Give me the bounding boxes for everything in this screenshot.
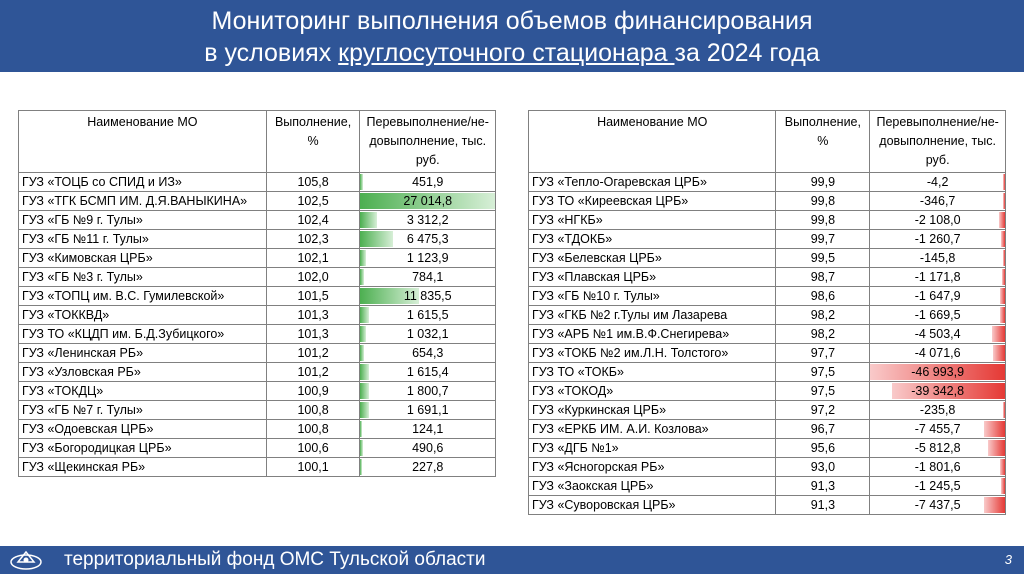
- mo-name-cell: ГУЗ «ТОЦБ со СПИД и ИЗ»: [19, 173, 267, 192]
- overfulfillment-bar: [360, 212, 376, 228]
- underfulfillment-bar: [1002, 269, 1005, 285]
- pct-cell: 100,1: [266, 458, 360, 477]
- pct-cell: 99,9: [776, 173, 870, 192]
- col-header-amount: Перевыполнение/не-довыполнение, тыс. руб.: [870, 111, 1006, 173]
- table-row: [529, 287, 1006, 306]
- amount-cell: [870, 458, 1006, 477]
- amount-value: -145,8: [919, 251, 956, 265]
- table-row: [529, 306, 1006, 325]
- col-header-pct: Выполнение, %: [776, 111, 870, 173]
- amount-cell: [870, 344, 1006, 363]
- underfulfillment-bar: [988, 440, 1005, 456]
- amount-value: 27 014,8: [403, 194, 453, 208]
- table-row: [19, 439, 496, 458]
- amount-cell: [360, 344, 496, 363]
- right-financing-table: [528, 110, 1006, 515]
- amount-cell: [870, 249, 1006, 268]
- pct-cell: 98,6: [776, 287, 870, 306]
- overfulfillment-bar: [360, 307, 368, 323]
- amount-cell: [360, 306, 496, 325]
- overfulfillment-bar: [360, 402, 368, 418]
- table-row: [19, 192, 496, 211]
- amount-value: 1 615,4: [406, 365, 449, 379]
- table-row: [529, 458, 1006, 477]
- underfulfillment-bar: [1000, 307, 1005, 323]
- mo-name-cell: ГУЗ «Богородицкая ЦРБ»: [19, 439, 267, 458]
- pct-cell: 101,3: [266, 306, 360, 325]
- amount-cell: [360, 439, 496, 458]
- mo-name-cell: ГУЗ «Узловская РБ»: [19, 363, 267, 382]
- overfulfillment-bar: [360, 364, 368, 380]
- mo-name-cell: ГУЗ «ГКБ №2 г.Тулы им Лазарева: [529, 306, 776, 325]
- amount-value: -2 108,0: [914, 213, 961, 227]
- table-row: [529, 420, 1006, 439]
- col-header-name: Наименование МО: [19, 111, 267, 173]
- mo-name-cell: ГУЗ ТО «КЦДП им. Б.Д.Зубицкого»: [19, 325, 267, 344]
- table-row: [529, 477, 1006, 496]
- mo-name-cell: ГУЗ «Ленинская РБ»: [19, 344, 267, 363]
- table-row: [19, 325, 496, 344]
- amount-cell: [360, 325, 496, 344]
- mo-name-cell: ГУЗ ТО «Киреевская ЦРБ»: [529, 192, 776, 211]
- mo-name-cell: ГУЗ «Заокская ЦРБ»: [529, 477, 776, 496]
- underfulfillment-bar: [1000, 288, 1005, 304]
- underfulfillment-bar: [1001, 478, 1005, 494]
- amount-value: -4 071,6: [914, 346, 961, 360]
- pct-cell: 102,5: [266, 192, 360, 211]
- pct-cell: 97,2: [776, 401, 870, 420]
- pct-cell: 102,3: [266, 230, 360, 249]
- pct-cell: 98,2: [776, 325, 870, 344]
- pct-cell: 97,5: [776, 363, 870, 382]
- mo-name-cell: ГУЗ «Белевская ЦРБ»: [529, 249, 776, 268]
- mo-name-cell: ГУЗ «ТГК БСМП ИМ. Д.Я.ВАНЫКИНА»: [19, 192, 267, 211]
- pct-cell: 99,8: [776, 211, 870, 230]
- amount-cell: [360, 230, 496, 249]
- underfulfillment-bar: [1003, 402, 1005, 418]
- amount-value: 227,8: [412, 460, 444, 474]
- table-row: [529, 230, 1006, 249]
- table-row: [529, 268, 1006, 287]
- amount-cell: [870, 211, 1006, 230]
- amount-value: 1 691,1: [406, 403, 449, 417]
- title-text-end: за 2024 года: [674, 39, 820, 67]
- mo-name-cell: ГУЗ «ТДОКБ»: [529, 230, 776, 249]
- overfulfillment-bar: [360, 231, 392, 247]
- mo-name-cell: ГУЗ «ТОКБ №2 им.Л.Н. Толстого»: [529, 344, 776, 363]
- amount-cell: [870, 173, 1006, 192]
- pct-cell: 91,3: [776, 477, 870, 496]
- amount-value: -7 455,7: [914, 422, 961, 436]
- amount-cell: [870, 477, 1006, 496]
- amount-value: 1 800,7: [406, 384, 449, 398]
- left-financing-table: [18, 110, 496, 477]
- mo-name-cell: ГУЗ ТО «ТОКБ»: [529, 363, 776, 382]
- amount-value: -1 669,5: [914, 308, 961, 322]
- amount-cell: [870, 268, 1006, 287]
- amount-value: 490,6: [412, 441, 444, 455]
- mo-name-cell: ГУЗ «АРБ №1 им.В.Ф.Снегирева»: [529, 325, 776, 344]
- pct-cell: 98,7: [776, 268, 870, 287]
- overfulfillment-bar: [360, 326, 365, 342]
- mo-name-cell: ГУЗ «ГБ №9 г. Тулы»: [19, 211, 267, 230]
- mo-name-cell: ГУЗ «ТОККВД»: [19, 306, 267, 325]
- table-row: [19, 458, 496, 477]
- amount-cell: [360, 458, 496, 477]
- mo-name-cell: ГУЗ «ГБ №7 г. Тулы»: [19, 401, 267, 420]
- mo-name-cell: ГУЗ «ГБ №3 г. Тулы»: [19, 268, 267, 287]
- pct-cell: 101,5: [266, 287, 360, 306]
- table-row: [529, 401, 1006, 420]
- underfulfillment-bar: [1003, 174, 1005, 190]
- overfulfillment-bar: [360, 459, 362, 475]
- amount-value: 124,1: [412, 422, 444, 436]
- underfulfillment-bar: [993, 345, 1005, 361]
- amount-cell: [870, 325, 1006, 344]
- amount-cell: [360, 268, 496, 287]
- amount-cell: [870, 496, 1006, 515]
- table-row: [529, 496, 1006, 515]
- table-row: [19, 211, 496, 230]
- pct-cell: 96,7: [776, 420, 870, 439]
- table-row: [529, 192, 1006, 211]
- pct-cell: 97,7: [776, 344, 870, 363]
- amount-value: 6 475,3: [406, 232, 449, 246]
- pct-cell: 101,2: [266, 363, 360, 382]
- footer-text: территориальный фонд ОМС Тульской области: [64, 549, 486, 570]
- slide-title-line2: [0, 38, 1024, 68]
- amount-value: -235,8: [919, 403, 956, 417]
- table-row: [529, 249, 1006, 268]
- amount-cell: [870, 287, 1006, 306]
- amount-cell: [870, 306, 1006, 325]
- col-header-name: Наименование МО: [529, 111, 776, 173]
- pct-cell: 102,4: [266, 211, 360, 230]
- mo-name-cell: ГУЗ «ГБ №11 г. Тулы»: [19, 230, 267, 249]
- overfulfillment-bar: [360, 269, 364, 285]
- overfulfillment-bar: [360, 250, 366, 266]
- amount-cell: [870, 382, 1006, 401]
- fund-logo-icon: [8, 548, 44, 572]
- amount-cell: [360, 382, 496, 401]
- pct-cell: 101,3: [266, 325, 360, 344]
- amount-cell: [360, 287, 496, 306]
- amount-value: -346,7: [919, 194, 956, 208]
- underfulfillment-bar: [1003, 193, 1005, 209]
- overfulfillment-bar: [360, 174, 362, 190]
- overfulfillment-bar: [360, 421, 362, 437]
- page-number: 3: [1004, 552, 1012, 567]
- table-row: [19, 401, 496, 420]
- pct-cell: 99,5: [776, 249, 870, 268]
- table-row: [19, 306, 496, 325]
- amount-cell: [870, 401, 1006, 420]
- slide-footer: [0, 546, 1024, 574]
- title-text: в условиях: [204, 39, 339, 67]
- underfulfillment-bar: [984, 421, 1005, 437]
- amount-cell: [360, 363, 496, 382]
- mo-name-cell: ГУЗ «ТОКДЦ»: [19, 382, 267, 401]
- pct-cell: 100,8: [266, 420, 360, 439]
- pct-cell: 100,9: [266, 382, 360, 401]
- table-row: [19, 420, 496, 439]
- underfulfillment-bar: [984, 497, 1005, 513]
- mo-name-cell: ГУЗ «ТОПЦ им. В.С. Гумилевской»: [19, 287, 267, 306]
- title-underlined-text: круглосуточного стационара: [338, 39, 675, 67]
- col-header-amount: Перевыполнение/не-довыполнение, тыс. руб.: [360, 111, 496, 173]
- amount-value: -39 342,8: [911, 384, 965, 398]
- pct-cell: 102,1: [266, 249, 360, 268]
- amount-cell: [870, 192, 1006, 211]
- overfulfillment-bar: [360, 345, 363, 361]
- table-row: [529, 363, 1006, 382]
- pct-cell: 101,2: [266, 344, 360, 363]
- amount-value: 451,9: [412, 175, 444, 189]
- amount-value: -1 801,6: [914, 460, 961, 474]
- amount-value: -7 437,5: [914, 498, 961, 512]
- slide-title-line1: Мониторинг выполнения объемов финансирования: [211, 7, 813, 35]
- table-row: [19, 344, 496, 363]
- amount-cell: [360, 401, 496, 420]
- amount-value: 654,3: [412, 346, 444, 360]
- amount-cell: [870, 420, 1006, 439]
- amount-value: 3 312,2: [406, 213, 449, 227]
- underfulfillment-bar: [1000, 459, 1005, 475]
- table-row: [19, 287, 496, 306]
- amount-value: 1 123,9: [406, 251, 449, 265]
- slide-header: [0, 0, 1024, 72]
- amount-value: -5 812,8: [914, 441, 961, 455]
- pct-cell: 97,5: [776, 382, 870, 401]
- overfulfillment-bar: [360, 383, 369, 399]
- table-row: [19, 230, 496, 249]
- pct-cell: 98,2: [776, 306, 870, 325]
- table-row: [529, 382, 1006, 401]
- amount-cell: [870, 230, 1006, 249]
- mo-name-cell: ГУЗ «Кимовская ЦРБ»: [19, 249, 267, 268]
- amount-value: 784,1: [412, 270, 444, 284]
- underfulfillment-bar: [1001, 231, 1005, 247]
- mo-name-cell: ГУЗ «Куркинская ЦРБ»: [529, 401, 776, 420]
- mo-name-cell: ГУЗ «ЕРКБ ИМ. А.И. Козлова»: [529, 420, 776, 439]
- mo-name-cell: ГУЗ «НГКБ»: [529, 211, 776, 230]
- col-header-pct: Выполнение, %: [266, 111, 360, 173]
- table-row: [19, 249, 496, 268]
- pct-cell: 99,7: [776, 230, 870, 249]
- amount-value: -1 245,5: [914, 479, 961, 493]
- amount-cell: [360, 192, 496, 211]
- amount-value: -46 993,9: [911, 365, 965, 379]
- table-row: [529, 173, 1006, 192]
- amount-cell: [360, 211, 496, 230]
- mo-name-cell: ГУЗ «ГБ №10 г. Тулы»: [529, 287, 776, 306]
- table-row: [19, 268, 496, 287]
- mo-name-cell: ГУЗ «Суворовская ЦРБ»: [529, 496, 776, 515]
- pct-cell: 95,6: [776, 439, 870, 458]
- mo-name-cell: ГУЗ «Ясногорская РБ»: [529, 458, 776, 477]
- amount-value: -4,2: [926, 175, 949, 189]
- table-row: [19, 173, 496, 192]
- amount-cell: [870, 363, 1006, 382]
- overfulfillment-bar: [360, 440, 362, 456]
- pct-cell: 100,6: [266, 439, 360, 458]
- table-row: [529, 344, 1006, 363]
- amount-value: 1 615,5: [406, 308, 449, 322]
- mo-name-cell: ГУЗ «ТОКОД»: [529, 382, 776, 401]
- amount-value: -1 647,9: [914, 289, 961, 303]
- amount-value: -1 171,8: [914, 270, 961, 284]
- amount-cell: [870, 439, 1006, 458]
- pct-cell: 91,3: [776, 496, 870, 515]
- table-row: [19, 382, 496, 401]
- underfulfillment-bar: [992, 326, 1005, 342]
- mo-name-cell: ГУЗ «Тепло-Огаревская ЦРБ»: [529, 173, 776, 192]
- table-row: [529, 439, 1006, 458]
- mo-name-cell: ГУЗ «Плавская ЦРБ»: [529, 268, 776, 287]
- pct-cell: 105,8: [266, 173, 360, 192]
- amount-value: -4 503,4: [914, 327, 961, 341]
- table-row: [529, 211, 1006, 230]
- pct-cell: 99,8: [776, 192, 870, 211]
- pct-cell: 100,8: [266, 401, 360, 420]
- amount-cell: [360, 173, 496, 192]
- amount-value: 1 032,1: [406, 327, 449, 341]
- amount-value: 11 835,5: [403, 289, 452, 303]
- underfulfillment-bar: [1003, 250, 1005, 266]
- mo-name-cell: ГУЗ «Щекинская РБ»: [19, 458, 267, 477]
- table-row: [19, 363, 496, 382]
- mo-name-cell: ГУЗ «ДГБ №1»: [529, 439, 776, 458]
- pct-cell: 102,0: [266, 268, 360, 287]
- amount-cell: [360, 249, 496, 268]
- pct-cell: 93,0: [776, 458, 870, 477]
- amount-cell: [360, 420, 496, 439]
- table-row: [529, 325, 1006, 344]
- mo-name-cell: ГУЗ «Одоевская ЦРБ»: [19, 420, 267, 439]
- underfulfillment-bar: [999, 212, 1005, 228]
- amount-value: -1 260,7: [914, 232, 961, 246]
